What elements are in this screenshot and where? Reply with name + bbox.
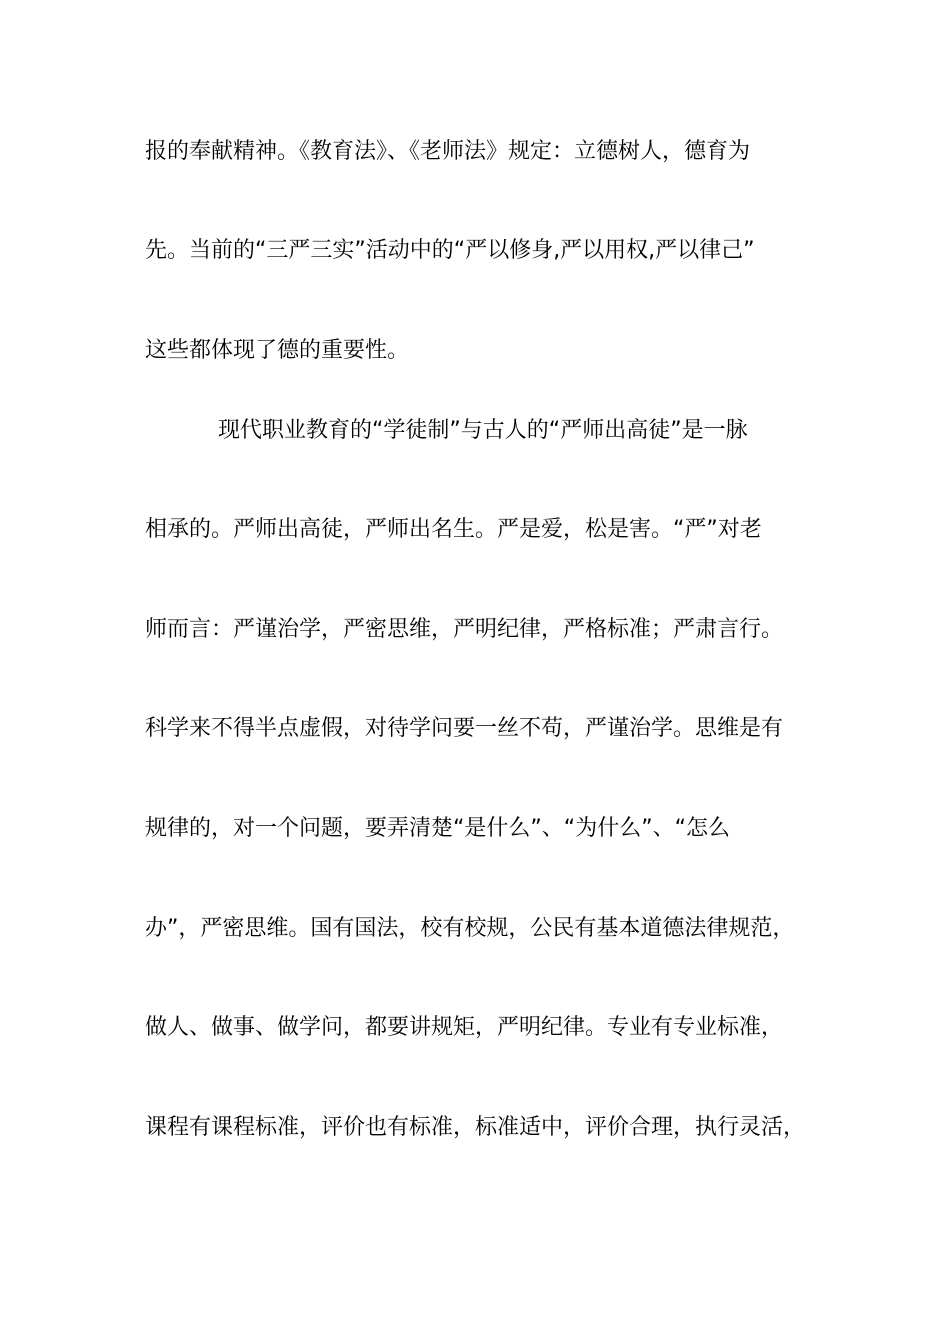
text-line-11: 课程有课程标准，评价也有标准，标准适中，评价合理，执行灵活， (145, 1115, 806, 1140)
text-line-3: 这些都体现了德的重要性。 (145, 338, 410, 363)
text-line-1: 报的奉献精神。《教育法》、《老师法》规定：立德树人，德育为 (145, 139, 751, 164)
text-line-7: 科学来不得半点虚假，对待学问要一丝不苟，严谨治学。思维是有 (145, 716, 784, 741)
text-line-6: 师而言：严谨治学，严密思维，严明纪律，严格标准；严肃言行。 (145, 617, 784, 642)
text-line-10: 做人、做事、做学问，都要讲规矩，严明纪律。专业有专业标准， (145, 1015, 784, 1040)
text-line-9: 办”，严密思维。国有国法，校有校规，公民有基本道德法律规范， (145, 916, 795, 941)
paragraph-start-line: 现代职业教育的“学徒制”与古人的“严师出高徒”是一脉 (218, 418, 748, 443)
text-line-5: 相承的。严师出高徒，严师出名生。严是爱，松是害。“严”对老 (145, 517, 762, 542)
text-line-2: 先。当前的“三严三实”活动中的“严以修身,严以用权,严以律己” (145, 238, 755, 263)
text-line-8: 规律的，对一个问题，要弄清楚“是什么”、“为什么”、“怎么 (145, 816, 730, 841)
